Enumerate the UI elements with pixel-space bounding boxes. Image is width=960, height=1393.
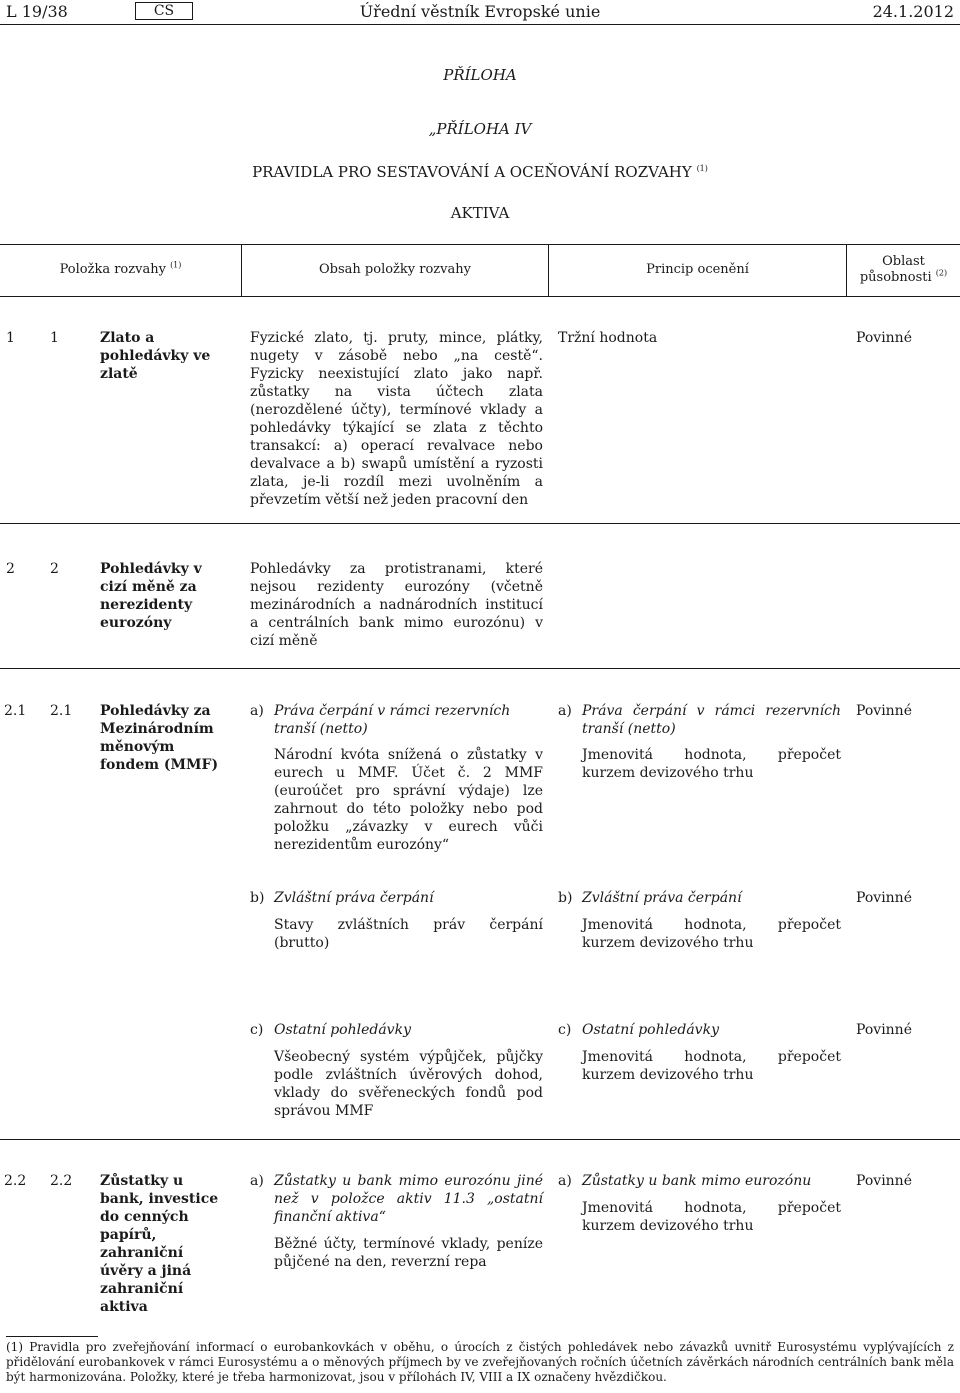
subitem-text: Národní kvóta snížená o zůstatky v eurech u MMF. Účet č. 2 MMF (euroúčet pro správní výdaje) lze zahrnout do této položky nebo pod položku „závazky v eurech vůči nerezidentům eurozóny“ [274,747,543,853]
footnote [6,1340,954,1385]
row-divider [0,668,960,669]
subitem-text: Všeobecný systém výpůjček, půjčky podle zvláštních úvěrových dohod, vklady do svěřeneckých fondů pod správou MMF [274,1049,543,1119]
subitem-valuation-text: Jmenovitá hodnota, přepočet kurzem devizového trhu [582,1049,841,1083]
column-header-valuation: Princip ocenění [646,262,749,277]
section-title: AKTIVA [450,204,510,222]
row-name: Zlato a pohledávky ve zlatě [100,330,211,382]
subitem-valuation [558,1172,841,1235]
table-top-rule [0,244,960,245]
row-name: Pohledávky v cizí měně za nerezidenty eurozóny [100,561,202,631]
subitem-scope: Povinné [856,890,912,906]
row-number: 2 [6,561,15,577]
subitem-content [250,1172,543,1271]
annex-title: PŘÍLOHA [443,66,517,84]
annex-iv-title: „PŘÍLOHA IV [428,120,532,138]
subitem-title: Zůstatky u bank mimo eurozónu jiné než v položce aktiv 11.3 „ostatní finanční aktiva“ [274,1173,543,1225]
row-number: 2.1 [4,703,27,719]
subitem-valuation-title: Zůstatky u bank mimo eurozónu [582,1173,812,1189]
subitem-valuation-text: Jmenovitá hodnota, přepočet kurzem devizového trhu [582,1200,841,1234]
row-subnumber: 2.1 [50,703,73,719]
row-name: Pohledávky za Mezinárodním měnovým fondem (MMF) [100,703,219,773]
subitem-letter: a) [250,1173,264,1189]
subitem-scope: Povinné [856,1022,912,1038]
row-divider [0,523,960,524]
subitem-valuation-text: Jmenovitá hodnota, přepočet kurzem devizového trhu [582,747,841,781]
subitem-content [250,702,543,854]
subitem-letter: a) [558,703,572,719]
row-scope: Povinné [856,330,912,346]
row-subnumber: 2 [50,561,59,577]
header-rule [0,24,960,25]
row-content: Pohledávky za protistranami, které nejsou rezidenty eurozóny (včetně mezinárodních a nadnárodních institucí a centrálních bank mimo eurozónu) v cizí měně [250,561,543,649]
column-header-item: Položka rozvahy $^{(1)}$ [59,260,182,277]
subitem-title: Zvláštní práva čerpání [274,890,434,906]
row-number: 1 [6,330,15,346]
journal-title: Úřední věstník Evropské unie [359,2,601,21]
subitem-valuation [558,889,841,952]
main-title: PRAVIDLA PRO SESTAVOVÁNÍ A OCEŇOVÁNÍ ROZVAHY $^{(1)}$ [252,163,708,181]
subitem-letter: a) [558,1173,572,1189]
row-subnumber: 2.2 [50,1173,73,1189]
subitem-letter: c) [558,1022,572,1038]
column-header-content: Obsah položky rozvahy [319,262,471,277]
row-number: 2.2 [4,1173,27,1189]
subitem-letter: b) [558,890,573,906]
subitem-valuation [558,702,841,782]
subitem-text: Běžné účty, termínové vklady, peníze půjčené na den, reverzní repa [274,1236,543,1270]
row-subnumber: 1 [50,330,59,346]
subitem-valuation-text: Jmenovitá hodnota, přepočet kurzem devizového trhu [582,917,841,951]
subitem-valuation [558,1021,841,1084]
footnote-text: Pravidla pro zveřejňování informací o eurobankovkách v oběhu, o úrocích z čistých pohledávek nebo závazků uvnitř Eurosystému vyplývajících z přidělování eurobankovek v rámci Eurosystému a o měnových příjmech by ve zveřejňovaných ročních účetních závěrkách národních centrálních bank měla být harmonizována. Položky, které je třeba harmonizovat, jsou v přílohách IV, VIII a IX označeny hvězdičkou. [6,1340,954,1384]
subitem-title: Práva čerpání v rámci rezervních tranší (netto) [274,703,511,737]
publication-date: 24.1.2012 [872,2,954,21]
row-name: Zůstatky u bank, investice do cenných papírů, zahraniční úvěry a jiná zahraniční aktiva [100,1173,219,1315]
subitem-title: Ostatní pohledávky [274,1022,411,1038]
subitem-content [250,889,543,952]
subitem-letter: c) [250,1022,264,1038]
subitem-content [250,1021,543,1120]
subitem-valuation-title: Ostatní pohledávky [582,1022,719,1038]
table-header-rule [0,296,960,297]
main-title-footnote-ref[interactable]: (1) [696,164,708,173]
row-content: Fyzické zlato, tj. pruty, mince, plátky, nugety v zásobě nebo „na cestě“. Fyzicky neexistující zlato jako např. zůstatky na vista účtech zlata (nerozdělené účty), termínové vklady a pohledávky týkající se zlata z těchto transakcí: a) operací revalvace nebo devalvace a b) swapů umístění a ryzosti zlata, je-li rozdíl mezi uvolněním a převzetím větší než jeden pracovní den [250,330,543,508]
column-header-scope: Oblast působnosti $^{(2)}$ [859,254,948,285]
subitem-text: Stavy zvláštních práv čerpání (brutto) [274,917,543,951]
row-divider [0,1139,960,1140]
row-valuation: Tržní hodnota [558,330,658,346]
subitem-letter: a) [250,703,264,719]
subitem-valuation-title: Práva čerpání v rámci rezervních tranší (netto) [582,703,841,737]
language-badge: CS [135,2,193,20]
subitem-letter: b) [250,890,265,906]
page-reference: L 19/38 [6,2,68,21]
footnote-ref[interactable]: (1) [6,1340,23,1354]
subitem-scope: Povinné [856,1173,912,1189]
subitem-scope: Povinné [856,703,912,719]
subitem-valuation-title: Zvláštní práva čerpání [582,890,742,906]
footnote-rule [6,1336,98,1337]
